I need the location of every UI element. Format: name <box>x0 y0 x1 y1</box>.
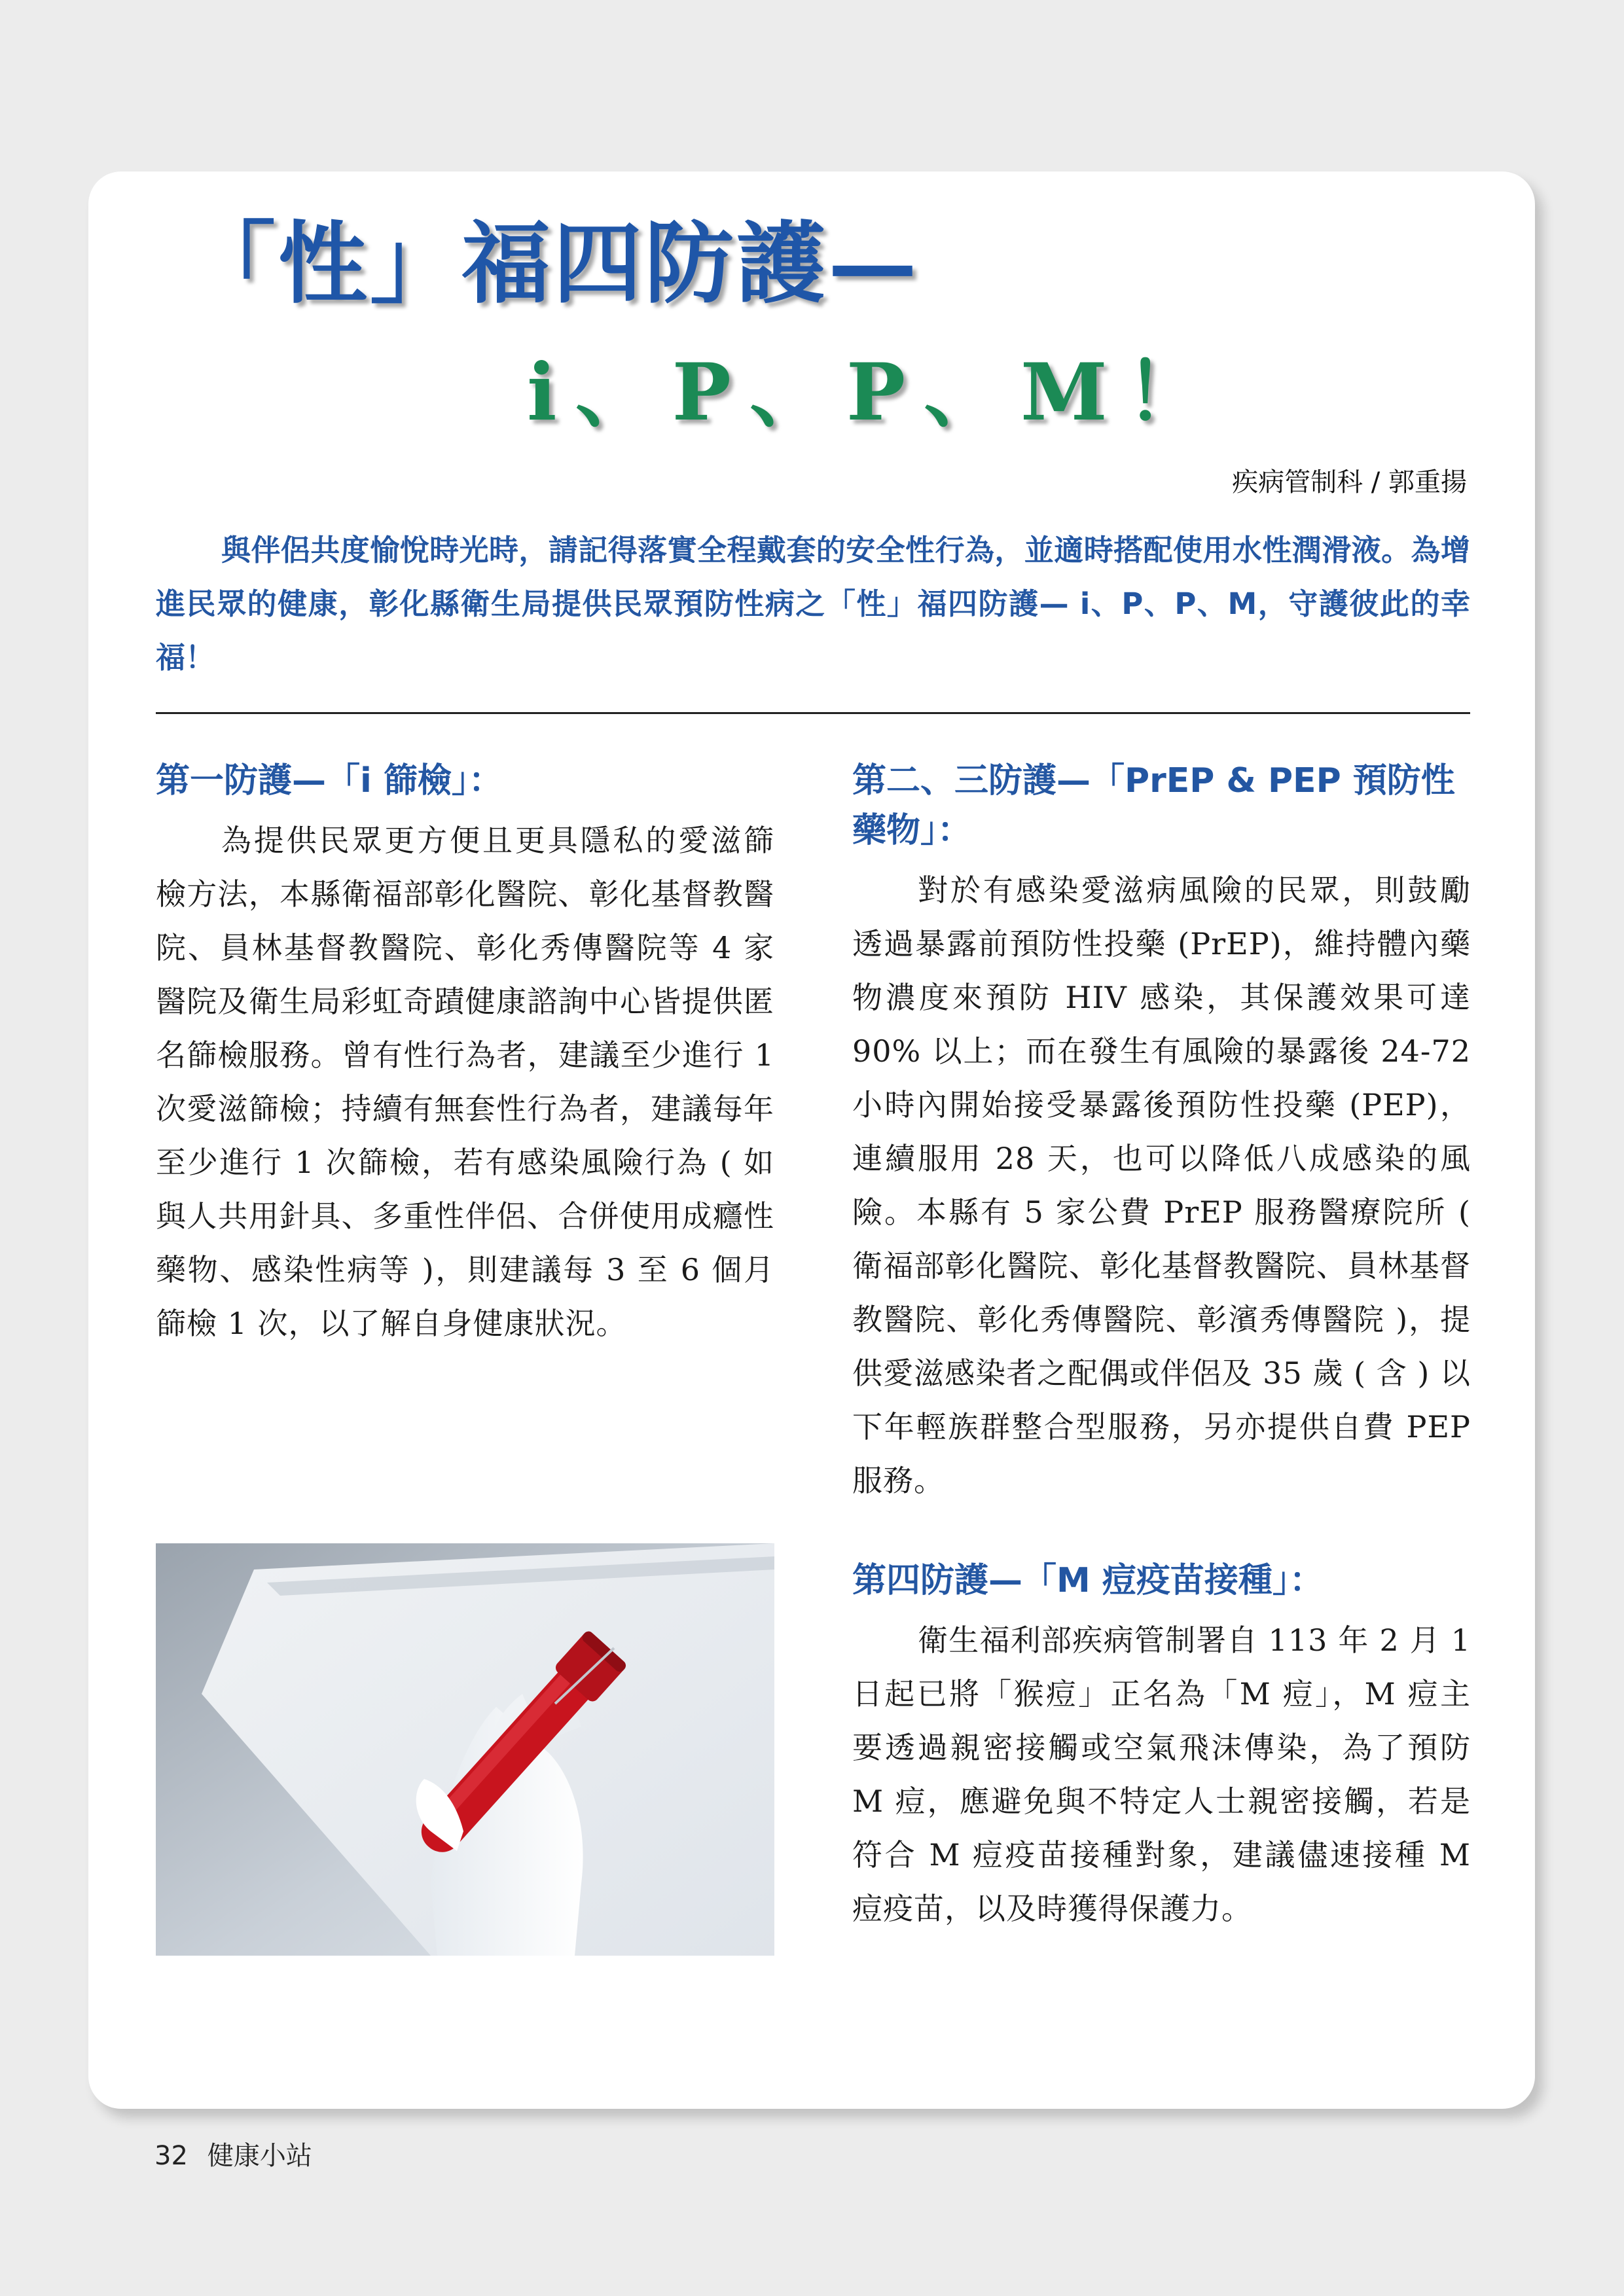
intro-paragraph: 與伴侶共度愉悅時光時，請記得落實全程戴套的安全性行為，並適時搭配使用水性潤滑液。為增進民眾的健康，彰化縣衛生局提供民眾預防性病之「性」福四防護— i、P、P、M，守護彼此的幸福！ <box>156 533 1470 675</box>
section-heading-first: 第一防護—「i 篩檢」： <box>156 761 503 800</box>
right-column <box>852 756 1471 1935</box>
left-column <box>156 756 774 1350</box>
section-body-first: 為提供民眾更方便且更具隱私的愛滋篩檢方法，本縣衛福部彰化醫院、彰化基督教醫院、員林基督教醫院、彰化秀傳醫院等 4 家醫院及衛生局彩虹奇蹟健康諮詢中心皆提供匿名篩檢服務。曾有性行為者，建議至少進行 1 次愛滋篩檢；持續有無套性行為者，建議每年至少進行 1 次篩檢，若有感染風險行為 ( 如與人共用針具、多重性伴侶、合併使用成癮性藥物、感染性病等 )，則建議每 3 至 6 個月篩檢 1 次，以了解自身健康狀況。 <box>156 823 774 1341</box>
author-byline: 疾病管制科 / 郭重揚 <box>1232 467 1467 497</box>
section-heading-fourth: 第四防護—「M 痘疫苗接種」： <box>852 1561 1324 1600</box>
section-heading-second-third: 第二、三防護—「PrEP & PEP 預防性藥物」： <box>852 761 1455 850</box>
page-footer <box>154 2135 312 2172</box>
section-body-second-third: 對於有感染愛滋病風險的民眾，則鼓勵透過暴露前預防性投藥 (PrEP)，維持體內藥物濃度來預防 HIV 感染，其保護效果可達 90% 以上；而在發生有風險的暴露後 24-72 小時內開始接受暴露後預防性投藥 (PEP)，連續服用 28 天，也可以降低八成感染的風險。本縣有 5 家公費 PrEP 服務醫療院所 ( 衛福部彰化醫院、彰化基督教醫院、員林基督教醫院、彰化秀傳醫院、彰濱秀傳醫院 )，提供愛滋感染者之配偶或伴侶及 35 歲 ( 含 ) 以下年輕族群整合型服務，另亦提供自費 PEP 服務。 <box>852 872 1471 1498</box>
section-divider <box>156 712 1470 714</box>
section-name: 健康小站 <box>207 2141 312 2171</box>
page-number: 32 <box>154 2141 188 2171</box>
section-body-fourth: 衛生福利部疾病管制署自 113 年 2 月 1 日起已將「猴痘」正名為「M 痘」，M 痘主要透過親密接觸或空氣飛沫傳染，為了預防 M 痘，應避免與不特定人士親密接觸，若是符合 M 痘疫苗接種對象，建議儘速接種 M 痘疫苗，以及時獲得保護力。 <box>852 1623 1471 1926</box>
article-title-line1: 「性」福四防護— <box>187 211 920 316</box>
article-title-line2: i、P、P、M！ <box>527 346 1223 439</box>
test-tube-photo <box>156 1543 774 1956</box>
